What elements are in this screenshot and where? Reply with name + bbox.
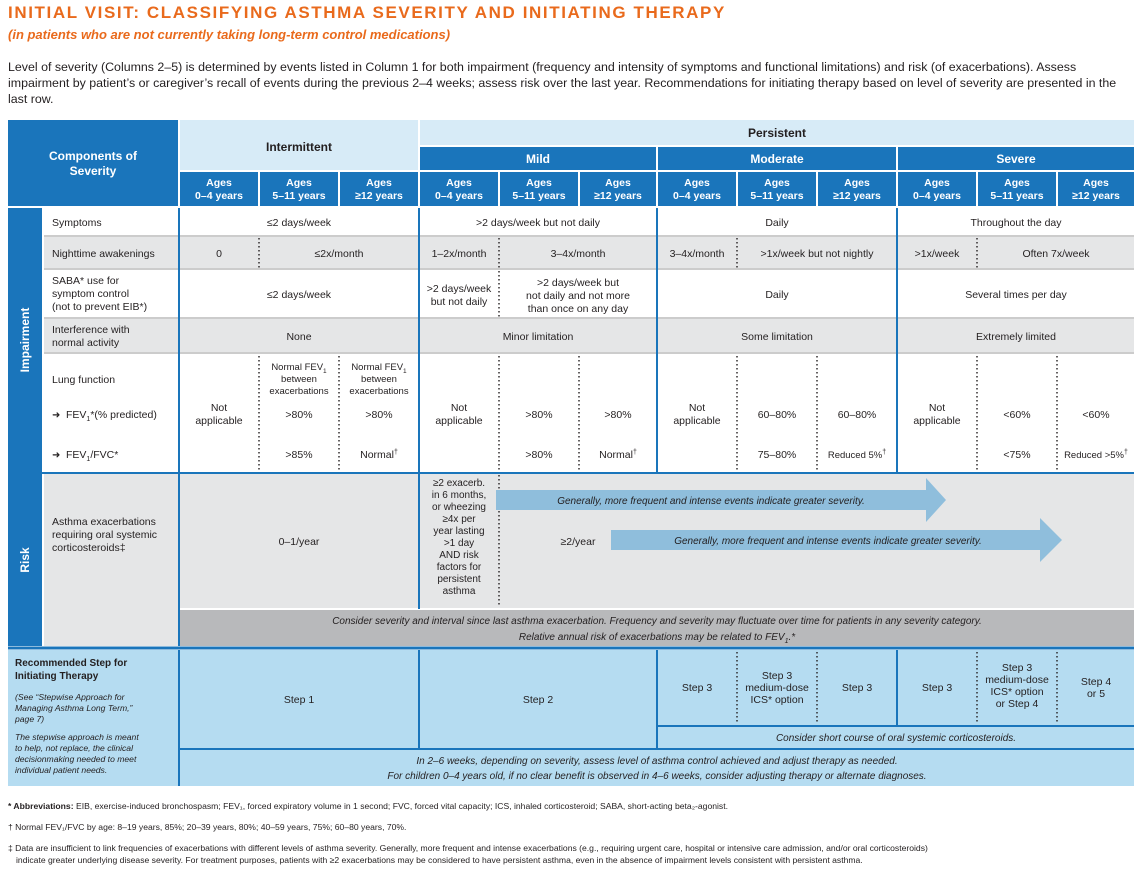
fvc-sev-12: Reduced >5%† bbox=[1064, 449, 1128, 461]
normal-fev-5-11-l1: Normal $FEV_1$ bbox=[271, 362, 327, 375]
fev1-fvc-label: $FEV_1/FVC*$ bbox=[66, 449, 119, 463]
age-mild-0-4-b: 0–4 years bbox=[435, 190, 483, 202]
recommended-label-l2: Initiating Therapy bbox=[15, 671, 99, 682]
interference-label-l2: normal activity bbox=[52, 337, 120, 349]
risk-label-l1: Asthma exacerbations bbox=[52, 516, 156, 528]
step-mod-12: Step 3 bbox=[841, 682, 873, 694]
lung-mild-0-4-l2: applicable bbox=[435, 415, 483, 427]
nighttime-int-0-4: 0 bbox=[216, 248, 222, 260]
step-sev-5-11-l1: Step 3 bbox=[1001, 662, 1033, 674]
page-title: INITIAL VISIT: CLASSIFYING ASTHMA SEVERITY AND INITIATING THERAPY bbox=[8, 3, 726, 22]
normal-fev-12-l2: between bbox=[361, 374, 397, 385]
saba-mild-5p-l1: >2 days/week but bbox=[536, 277, 620, 289]
age-sev-5-11-b: 5–11 years bbox=[990, 190, 1044, 202]
see-stepwise-l3: page 7) bbox=[15, 714, 45, 724]
recommended-label-l1: Recommended Step for bbox=[15, 658, 128, 669]
fvc-sev-5-11: <75% bbox=[1003, 449, 1031, 461]
lung-int-0-4-l2: applicable bbox=[195, 415, 243, 427]
step-sev-5-11-l2: medium-dose bbox=[985, 674, 1049, 686]
severity-arrow-upper-text: Generally, more frequent and intense events indicate greater severity. bbox=[557, 496, 865, 507]
fvc-mild-12: Normal† bbox=[599, 449, 637, 461]
footnote-ddagger-l1: ‡ Data are insufficient to link frequencies of exacerbations with different levels of asthma severity. Generally, more frequent and intense exacerbations (e.g., requiring urgent care, hospital or intensive care admission, and/or oral corticosteroids) bbox=[8, 843, 928, 853]
symptoms-mild: >2 days/week but not daily bbox=[475, 217, 601, 229]
saba-intermittent: ≤2 days/week bbox=[266, 289, 332, 301]
age-sev-0-4-a: Ages bbox=[924, 177, 950, 189]
svg-text:≥4x per: ≥4x per bbox=[442, 514, 476, 525]
normal-fev-12-l3: exacerbations bbox=[349, 386, 409, 397]
step-sev-5-11-l4: or Step 4 bbox=[995, 698, 1039, 710]
age-mod-12-a: Ages bbox=[844, 177, 870, 189]
components-header-cell bbox=[8, 120, 178, 206]
interference-mild: Minor limitation bbox=[502, 331, 574, 343]
saba-mild-5p-l3: than once on any day bbox=[527, 303, 629, 315]
severe-header: Severe bbox=[996, 152, 1036, 166]
age-mild-0-4-a: Ages bbox=[446, 177, 472, 189]
lung-sev-0-4-l2: applicable bbox=[913, 415, 961, 427]
symptoms-severe: Throughout the day bbox=[970, 217, 1062, 229]
arrow-icon: ➜ bbox=[52, 450, 61, 461]
fev1-int-5-11: >80% bbox=[285, 409, 313, 421]
step-mod-5-11-l1: Step 3 bbox=[761, 670, 793, 682]
severity-arrow-lower-text: Generally, more frequent and intense events indicate greater severity. bbox=[674, 536, 982, 547]
nighttime-mod-0-4: 3–4x/month bbox=[669, 248, 725, 260]
nighttime-int-5p: ≤2x/month bbox=[314, 248, 364, 260]
footnote-dagger: † Normal FEV₁/FVC by age: 8–19 years, 85%; 20–39 years, 80%; 40–59 years, 75%; 60–80 years, 70%. bbox=[8, 822, 407, 832]
step-sev-5-11-l3: ICS* option bbox=[990, 686, 1044, 698]
symptoms-intermittent: ≤2 days/week bbox=[266, 217, 332, 229]
lung-function-label: Lung function bbox=[52, 374, 116, 386]
svg-text:factors for: factors for bbox=[436, 562, 482, 573]
fev1-mild-12: >80% bbox=[604, 409, 632, 421]
step-sev-12-l2: or 5 bbox=[1086, 688, 1106, 700]
mild-header: Mild bbox=[526, 152, 550, 166]
age-sev-12-b: ≥12 years bbox=[1072, 190, 1120, 202]
saba-label-l1: SABA* use for bbox=[52, 275, 120, 287]
nighttime-label: Nighttime awakenings bbox=[52, 248, 155, 260]
age-mild-12-b: ≥12 years bbox=[594, 190, 642, 202]
step-sev-0-4: Step 3 bbox=[921, 682, 953, 694]
step-mod-5-11-l3: ICS* option bbox=[750, 694, 804, 706]
svg-text:asthma: asthma bbox=[442, 586, 476, 597]
see-stepwise-l1: (See “Stepwise Approach for bbox=[15, 692, 125, 702]
age-int-0-4-b: 0–4 years bbox=[195, 190, 243, 202]
step-sev-12-l1: Step 4 bbox=[1080, 676, 1112, 688]
risk-label-l2: requiring oral systemic bbox=[52, 529, 158, 541]
age-int-5-11-a: Ages bbox=[286, 177, 312, 189]
risk-label: Risk bbox=[18, 547, 32, 573]
fvc-int-5-11: >85% bbox=[285, 449, 313, 461]
fev1-sev-5-11: <60% bbox=[1003, 409, 1031, 421]
age-mild-5-11-b: 5–11 years bbox=[512, 190, 566, 202]
age-mod-12-b: ≥12 years bbox=[833, 190, 881, 202]
intermittent-header: Intermittent bbox=[266, 140, 332, 154]
age-sev-12-a: Ages bbox=[1083, 177, 1109, 189]
risk-intermittent: 0–1/year bbox=[278, 536, 320, 548]
persistent-header: Persistent bbox=[747, 126, 807, 140]
normal-fev-5-11-l2: between bbox=[281, 374, 317, 385]
svg-text:AND risk: AND risk bbox=[439, 550, 479, 561]
step-mild: Step 2 bbox=[522, 694, 554, 706]
interference-label-l1: Interference with bbox=[52, 324, 130, 336]
age-int-12-b: ≥12 years bbox=[355, 190, 403, 202]
interference-severe: Extremely limited bbox=[976, 331, 1056, 343]
age-int-12-a: Ages bbox=[366, 177, 392, 189]
fvc-mod-12: Reduced 5%† bbox=[827, 449, 887, 461]
fev1-mod-12: 60–80% bbox=[837, 409, 877, 421]
impairment-label: Impairment bbox=[18, 307, 32, 373]
nighttime-mild-5p: 3–4x/month bbox=[550, 248, 606, 260]
stepwise-note-l3: decisionmaking needed to meet bbox=[15, 754, 137, 764]
symptoms-label: Symptoms bbox=[52, 217, 102, 229]
reassess-note-l2: For children 0–4 years old, if no clear benefit is observed in 4–6 weeks, consider adjusting therapy or alternate diagnoses. bbox=[387, 771, 927, 782]
nighttime-mild-0-4: 1–2x/month bbox=[431, 248, 487, 260]
interference-intermittent: None bbox=[286, 331, 312, 343]
age-sev-0-4-b: 0–4 years bbox=[913, 190, 961, 202]
svg-text:>1 day: >1 day bbox=[443, 538, 475, 549]
saba-label-l3: (not to prevent EIB*) bbox=[52, 301, 148, 313]
risk-label-l3: corticosteroids‡ bbox=[52, 542, 126, 554]
interference-moderate: Some limitation bbox=[741, 331, 813, 343]
fev1-label: $FEV_1*(\%$ predicted) bbox=[66, 409, 157, 423]
age-mod-0-4-b: 0–4 years bbox=[673, 190, 721, 202]
lung-sev-0-4-l1: Not bbox=[928, 402, 946, 414]
saba-label-l2: symptom control bbox=[52, 288, 130, 300]
age-int-5-11-b: 5–11 years bbox=[272, 190, 326, 202]
age-mild-5-11-a: Ages bbox=[526, 177, 552, 189]
svg-text:persistent: persistent bbox=[437, 574, 481, 585]
lung-mod-0-4-l1: Not bbox=[688, 402, 706, 414]
age-mod-5-11-b: 5–11 years bbox=[750, 190, 804, 202]
nighttime-sev-5p: Often 7x/week bbox=[1022, 248, 1090, 260]
symptoms-moderate: Daily bbox=[765, 217, 789, 229]
svg-text:in 6 months,: in 6 months, bbox=[431, 490, 487, 501]
svg-text:or wheezing: or wheezing bbox=[432, 502, 486, 513]
age-mild-12-a: Ages bbox=[605, 177, 631, 189]
saba-mild-0-4-l2: but not daily bbox=[430, 296, 488, 308]
fev1-sev-12: <60% bbox=[1082, 409, 1110, 421]
saba-severe: Several times per day bbox=[965, 289, 1067, 301]
step-mod-0-4: Step 3 bbox=[681, 682, 713, 694]
svg-text:year lasting: year lasting bbox=[433, 526, 485, 537]
footnote-abbreviations: * Abbreviations: EIB, exercise-induced bronchospasm; FEV₁, forced expiratory volume in 1 second; FVC, forced vital capacity; ICS, inhaled corticosteroid; SABA, short-acting beta₂-agonist. bbox=[8, 801, 728, 811]
reassess-note-l1: In 2–6 weeks, depending on severity, assess level of asthma control achieved and adjust therapy as needed. bbox=[416, 756, 898, 767]
fvc-int-12: Normal† bbox=[360, 449, 398, 461]
fvc-mod-5-11: 75–80% bbox=[757, 449, 797, 461]
normal-fev-5-11-l3: exacerbations bbox=[269, 386, 329, 397]
stepwise-note-l2: to help, not replace, the clinical bbox=[15, 743, 133, 753]
consider-severity-l2: Relative annual risk of exacerbations may be related to $FEV_1.*$ bbox=[518, 632, 796, 645]
footnote-ddagger-l2: indicate greater underlying disease severity. For treatment purposes, patients with ≥2 exacerbations may be considered to have persistent asthma, even in the absence of impairment levels consistent with persistent asthma. bbox=[16, 855, 863, 865]
stepwise-note-l4: individual patient needs. bbox=[15, 765, 108, 775]
nighttime-sev-0-4: >1x/week bbox=[914, 248, 960, 260]
severity-table bbox=[8, 120, 1134, 786]
saba-mild-5p-l2: not daily and not more bbox=[526, 290, 630, 302]
intro-paragraph: Level of severity (Columns 2–5) is determined by events listed in Column 1 for both impairment (frequency and intensity of symptoms and functional limitations) and risk (of exacerbations). Assess impairment by patient’s or caregiver’s recall of events during the previous 2–4 weeks; assess risk over the last year. Recommendations for initiating therapy based on level of severity are presented in the last row. bbox=[8, 60, 1117, 106]
components-header-l2: Severity bbox=[69, 164, 117, 178]
step-intermittent: Step 1 bbox=[283, 694, 315, 706]
saba-moderate: Daily bbox=[765, 289, 789, 301]
page-subtitle: (in patients who are not currently taking long-term control medications) bbox=[8, 27, 451, 42]
ocs-note: Consider short course of oral systemic corticosteroids. bbox=[775, 733, 1017, 744]
lung-mild-0-4-l1: Not bbox=[450, 402, 468, 414]
lung-int-0-4-l1: Not bbox=[210, 402, 228, 414]
moderate-header: Moderate bbox=[750, 152, 804, 166]
lung-row-bg bbox=[44, 354, 1134, 472]
interference-row-bg bbox=[44, 319, 1134, 352]
see-stepwise-l2: Managing Asthma Long Term,” bbox=[15, 703, 133, 713]
normal-fev-12-l1: Normal $FEV_1$ bbox=[351, 362, 407, 375]
components-header-l1: Components of bbox=[49, 149, 137, 163]
lung-mod-0-4-l2: applicable bbox=[673, 415, 721, 427]
fvc-mild-5-11: >80% bbox=[525, 449, 553, 461]
step-mod-5-11-l2: medium-dose bbox=[745, 682, 809, 694]
age-mod-5-11-a: Ages bbox=[764, 177, 790, 189]
arrow-icon: ➜ bbox=[52, 410, 61, 421]
age-sev-5-11-a: Ages bbox=[1004, 177, 1030, 189]
age-int-0-4-a: Ages bbox=[206, 177, 232, 189]
fev1-mod-5-11: 60–80% bbox=[757, 409, 797, 421]
saba-mild-0-4-l1: >2 days/week bbox=[426, 283, 492, 295]
age-mod-0-4-a: Ages bbox=[684, 177, 710, 189]
stepwise-note-l1: The stepwise approach is meant bbox=[15, 732, 139, 742]
svg-text:≥2 exacerb.: ≥2 exacerb. bbox=[432, 478, 486, 489]
risk-mild-5p: ≥2/year bbox=[560, 536, 596, 548]
nighttime-mod-5p: >1x/week but not nightly bbox=[760, 248, 874, 260]
fev1-mild-5-11: >80% bbox=[525, 409, 553, 421]
risk-label-bg bbox=[44, 608, 178, 646]
fev1-int-12: >80% bbox=[365, 409, 393, 421]
consider-severity-l1: Consider severity and interval since last asthma exacerbation. Frequency and severity may fluctuate over time for patients in any severity category. bbox=[332, 616, 982, 627]
